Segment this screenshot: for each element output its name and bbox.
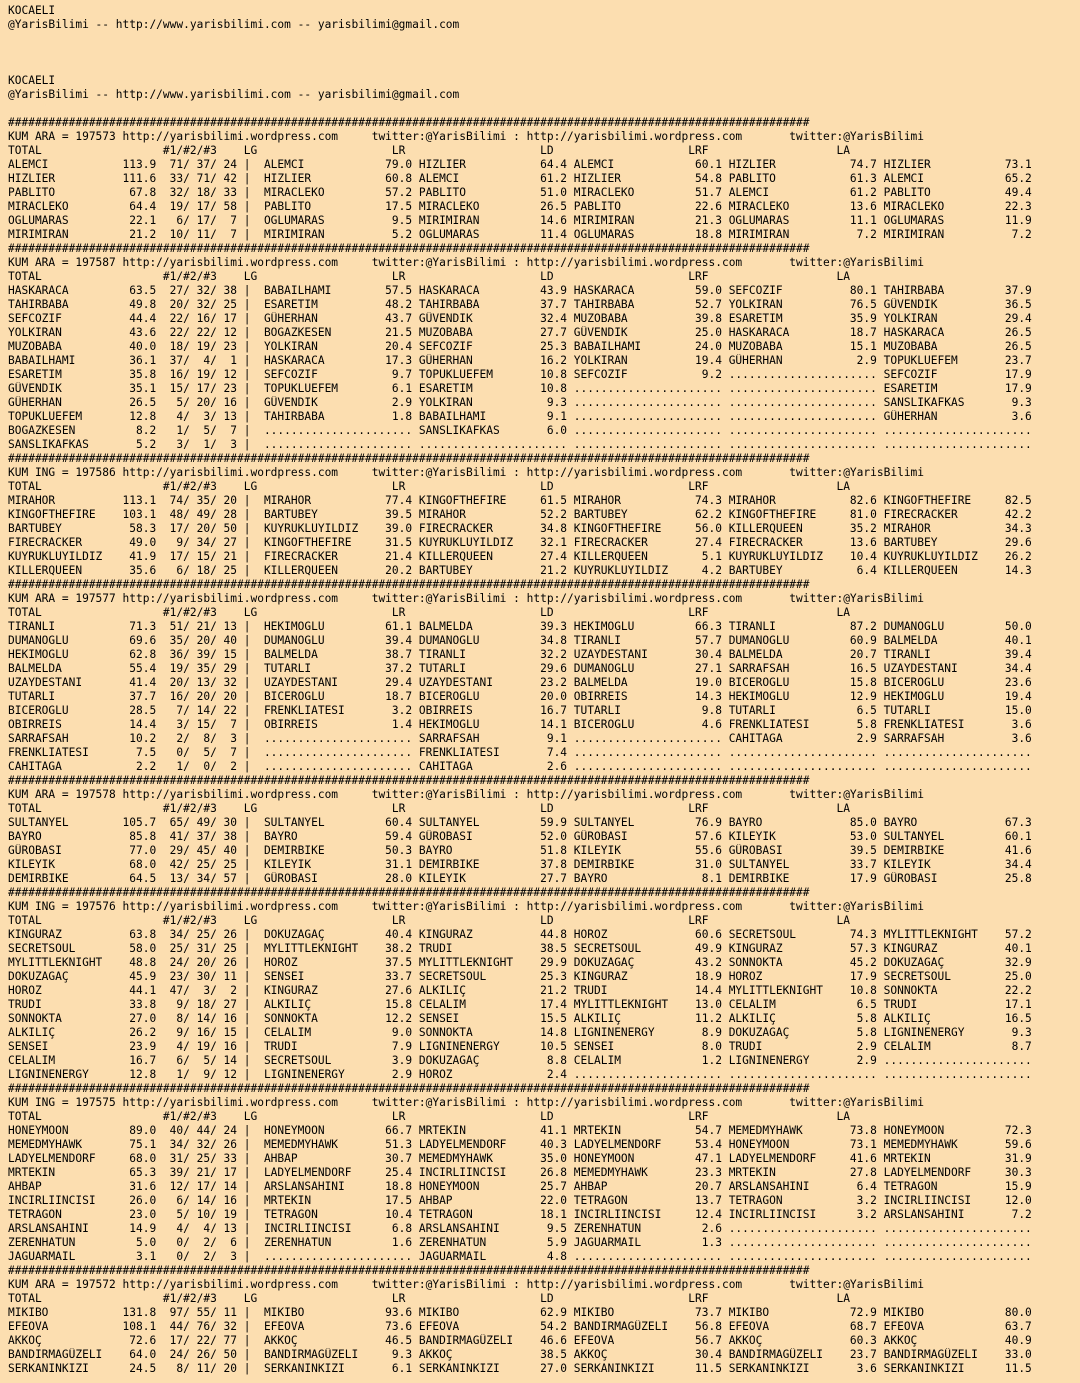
- horse-row: HIZLIER 111.6 33/ 71/ 42 | HIZLIER 60.8 ALEMCI 61.2 HIZLIER 54.8 PABLITO 61.3 ALEMCI 65.2: [8, 172, 1032, 185]
- horse-row: CELALIM 16.7 6/ 5/ 14 | SECRETSOUL 3.9 DOKUZAGAÇ 8.8 CELALIM 1.2 LIGNINENERGY 2.9 ......................: [8, 1054, 1032, 1067]
- column-header-line: TOTAL #1/#2/#3 LG LR LD LRF LA: [8, 1110, 850, 1123]
- section-separator: #######################################################################################################################: [8, 1264, 810, 1277]
- horse-row: SERKANINKIZI 24.5 8/ 11/ 20 | SERKANINKIZI 6.1 SERKANINKIZI 27.0 SERKANINKIZI 11.5 SERKANINKIZI 3.6 SERKANINKIZI 11.5: [8, 1362, 1032, 1375]
- horse-row: CAHITAGA 2.2 1/ 0/ 2 | ...................... CAHITAGA 2.6 ...................... ...................... ......................: [8, 760, 1032, 773]
- horse-row: TETRAGON 23.0 5/ 10/ 19 | TETRAGON 10.4 TETRAGON 18.1 INCIRLIINCISI 12.4 INCIRLIINCISI 3.2 ARSLANSAHINI 7.2: [8, 1208, 1032, 1221]
- horse-row: ZERENHATUN 5.0 0/ 2/ 6 | ZERENHATUN 1.6 ZERENHATUN 5.9 JAGUARMAIL 1.3 ...................... ......................: [8, 1236, 1032, 1249]
- horse-row: EFEOVA 108.1 44/ 76/ 32 | EFEOVA 73.6 EFEOVA 54.2 BANDIRMAGÜZELI 56.8 EFEOVA 68.7 EFEOVA 63.7: [8, 1320, 1032, 1333]
- blank-line: [8, 32, 1080, 46]
- horse-row: BANDIRMAGÜZELI 64.0 24/ 26/ 50 | BANDIRMAGÜZELI 9.3 AKKOÇ 38.5 AKKOÇ 30.4 BANDIRMAGÜZELI 23.7 BANDIRMAGÜZELI 33.0: [8, 1348, 1032, 1361]
- horse-row: KINGOFTHEFIRE 103.1 48/ 49/ 28 | BARTUBEY 39.5 MIRAHOR 52.2 BARTUBEY 62.2 KINGOFTHEFIRE 81.0 FIRECRACKER 42.2: [8, 508, 1032, 521]
- horse-row: HONEYMOON 89.0 40/ 44/ 24 | HONEYMOON 66.7 MRTEKIN 41.1 MRTEKIN 54.7 MEMEDMYHAWK 73.8 HONEYMOON 72.3: [8, 1124, 1032, 1137]
- horse-row: SULTANYEL 105.7 65/ 49/ 30 | SULTANYEL 60.4 SULTANYEL 59.9 SULTANYEL 76.9 BAYRO 85.0 BAYRO 67.3: [8, 816, 1032, 829]
- section-separator: #######################################################################################################################: [8, 886, 810, 899]
- horse-row: DOKUZAGAÇ 45.9 23/ 30/ 11 | SENSEI 33.7 SECRETSOUL 25.3 KINGURAZ 18.9 HOROZ 17.9 SECRETSOUL 25.0: [8, 970, 1032, 983]
- horse-row: ALEMCI 113.9 71/ 37/ 24 | ALEMCI 79.0 HIZLIER 64.4 ALEMCI 60.1 HIZLIER 74.7 HIZLIER 73.1: [8, 158, 1032, 171]
- venue-title: KOCAELI: [8, 74, 56, 87]
- horse-row: HEKIMOGLU 62.8 36/ 39/ 15 | BALMELDA 38.7 TIRANLI 32.2 UZAYDESTANI 30.4 BALMELDA 20.7 TIRANLI 39.4: [8, 648, 1032, 661]
- horse-row: GÜHERHAN 26.5 5/ 20/ 16 | GÜVENDIK 2.9 YOLKIRAN 9.3 ...................... ...................... SANSLIKAFKAS 9.3: [8, 396, 1032, 409]
- horse-row: DUMANOGLU 69.6 35/ 20/ 40 | DUMANOGLU 39.4 DUMANOGLU 34.8 TIRANLI 57.7 DUMANOGLU 60.9 BALMELDA 40.1: [8, 634, 1032, 647]
- horse-row: PABLITO 67.8 32/ 18/ 33 | MIRACLEKO 57.2 PABLITO 51.0 MIRACLEKO 51.7 ALEMCI 61.2 PABLITO 49.4: [8, 186, 1032, 199]
- horse-row: MUZOBABA 40.0 18/ 19/ 23 | YOLKIRAN 20.4 SEFCOZIF 25.3 BABAILHAMI 24.0 MUZOBABA 15.1 MUZOBABA 26.5: [8, 340, 1032, 353]
- section-separator: #######################################################################################################################: [8, 774, 810, 787]
- race-header-line: KUM ARA = 197573 http://yarisbilimi.wordpress.com twitter:@YarisBilimi : http://yarisbilimi.wordpress.com twitter:@YarisBilimi: [8, 130, 925, 143]
- horse-row: MYLITTLEKNIGHT 48.8 24/ 20/ 26 | HOROZ 37.5 MYLITTLEKNIGHT 29.9 DOKUZAGAÇ 43.2 SONNOKTA 45.2 DOKUZAGAÇ 32.9: [8, 956, 1032, 969]
- horse-row: KUYRUKLUYILDIZ 41.9 17/ 15/ 21 | FIRECRACKER 21.4 KILLERQUEEN 27.4 KILLERQUEEN 5.1 KUYRUKLUYILDIZ 10.4 KUYRUKLUYILDIZ 26.2: [8, 550, 1032, 563]
- horse-row: ESARETIM 35.8 16/ 19/ 12 | SEFCOZIF 9.7 TOPUKLUEFEM 10.8 SEFCOZIF 9.2 ...................... SEFCOZIF 17.9: [8, 368, 1032, 381]
- horse-row: DEMIRBIKE 64.5 13/ 34/ 57 | GÜROBASI 28.0 KILEYIK 27.7 BAYRO 8.1 DEMIRBIKE 17.9 GÜROBASI 25.8: [8, 872, 1032, 885]
- horse-row: KILEYIK 68.0 42/ 25/ 25 | KILEYIK 31.1 DEMIRBIKE 37.8 DEMIRBIKE 31.0 SULTANYEL 33.7 KILEYIK 34.4: [8, 858, 1032, 871]
- horse-row: BARTUBEY 58.3 17/ 20/ 50 | KUYRUKLUYILDIZ 39.0 FIRECRACKER 34.8 KINGOFTHEFIRE 56.0 KILLERQUEEN 35.2 MIRAHOR 34.3: [8, 522, 1032, 535]
- horse-row: BALMELDA 55.4 19/ 35/ 29 | TUTARLI 37.2 TUTARLI 29.6 DUMANOGLU 27.1 SARRAFSAH 16.5 UZAYDESTANI 34.4: [8, 662, 1032, 675]
- horse-row: MIRAHOR 113.1 74/ 35/ 20 | MIRAHOR 77.4 KINGOFTHEFIRE 61.5 MIRAHOR 74.3 MIRAHOR 82.6 KINGOFTHEFIRE 82.5: [8, 494, 1032, 507]
- horse-row: HASKARACA 63.5 27/ 32/ 38 | BABAILHAMI 57.5 HASKARACA 43.9 HASKARACA 59.0 SEFCOZIF 80.1 TAHIRBABA 37.9: [8, 284, 1032, 297]
- race-header-line: KUM ARA = 197587 http://yarisbilimi.wordpress.com twitter:@YarisBilimi : http://yarisbilimi.wordpress.com twitter:@YarisBilimi: [8, 256, 925, 269]
- column-header-line: TOTAL #1/#2/#3 LG LR LD LRF LA: [8, 914, 850, 927]
- blank-line: [8, 46, 1080, 60]
- section-separator: #######################################################################################################################: [8, 1082, 810, 1095]
- horse-row: JAGUARMAIL 3.1 0/ 2/ 3 | ...................... JAGUARMAIL 4.8 ...................... ...................... ......................: [8, 1250, 1032, 1263]
- section-separator: #######################################################################################################################: [8, 116, 810, 129]
- horse-row: KINGURAZ 63.8 34/ 25/ 26 | DOKUZAGAÇ 40.4 KINGURAZ 44.8 HOROZ 60.6 SECRETSOUL 74.3 MYLITTLEKNIGHT 57.2: [8, 928, 1032, 941]
- column-header-line: TOTAL #1/#2/#3 LG LR LD LRF LA: [8, 480, 850, 493]
- horse-row: OBIRREIS 14.4 3/ 15/ 7 | OBIRREIS 1.4 HEKIMOGLU 14.1 BICEROGLU 4.6 FRENKLIATESI 5.8 FRENKLIATESI 3.6: [8, 718, 1032, 731]
- race-header-line: KUM ING = 197576 http://yarisbilimi.wordpress.com twitter:@YarisBilimi : http://yarisbilimi.wordpress.com twitter:@YarisBilimi: [8, 900, 925, 913]
- column-header-line: TOTAL #1/#2/#3 LG LR LD LRF LA: [8, 606, 850, 619]
- horse-row: SONNOKTA 27.0 8/ 14/ 16 | SONNOKTA 12.2 SENSEI 15.5 ALKILIÇ 11.2 ALKILIÇ 5.8 ALKILIÇ 16.5: [8, 1012, 1032, 1025]
- horse-row: FRENKLIATESI 7.5 0/ 5/ 7 | ...................... FRENKLIATESI 7.4 ...................... ...................... ......................: [8, 746, 1032, 759]
- horse-row: AKKOÇ 72.6 17/ 22/ 77 | AKKOÇ 46.5 BANDIRMAGÜZELI 46.6 EFEOVA 56.7 AKKOÇ 60.3 AKKOÇ 40.9: [8, 1334, 1032, 1347]
- column-header-line: TOTAL #1/#2/#3 LG LR LD LRF LA: [8, 802, 850, 815]
- horse-row: TOPUKLUEFEM 12.8 4/ 3/ 13 | TAHIRBABA 1.8 BABAILHAMI 9.1 ...................... ...................... GÜHERHAN 3.6: [8, 410, 1032, 423]
- horse-row: TUTARLI 37.7 16/ 20/ 20 | BICEROGLU 18.7 BICEROGLU 20.0 OBIRREIS 14.3 HEKIMOGLU 12.9 HEKIMOGLU 19.4: [8, 690, 1032, 703]
- horse-row: BOGAZKESEN 8.2 1/ 5/ 7 | ...................... SANSLIKAFKAS 6.0 ...................... ...................... ......................: [8, 424, 1032, 437]
- venue-title: KOCAELI: [8, 4, 56, 17]
- horse-row: LIGNINENERGY 12.8 1/ 9/ 12 | LIGNINENERGY 2.9 HOROZ 2.4 ...................... ...................... ......................: [8, 1068, 1032, 1081]
- horse-row: MIRACLEKO 64.4 19/ 17/ 58 | PABLITO 17.5 MIRACLEKO 26.5 PABLITO 22.6 MIRACLEKO 13.6 MIRACLEKO 22.3: [8, 200, 1032, 213]
- horse-row: BAYRO 85.8 41/ 37/ 38 | BAYRO 59.4 GÜROBASI 52.0 GÜROBASI 57.6 KILEYIK 53.0 SULTANYEL 60.1: [8, 830, 1032, 843]
- horse-row: TIRANLI 71.3 51/ 21/ 13 | HEKIMOGLU 61.1 BALMELDA 39.3 HEKIMOGLU 66.3 TIRANLI 87.2 DUMANOGLU 50.0: [8, 620, 1032, 633]
- horse-row: GÜVENDIK 35.1 15/ 17/ 23 | TOPUKLUEFEM 6.1 ESARETIM 10.8 ...................... ...................... ESARETIM 17.9: [8, 382, 1032, 395]
- horse-row: ALKILIÇ 26.2 9/ 16/ 15 | CELALIM 9.0 SONNOKTA 14.8 LIGNINENERGY 8.9 DOKUZAGAÇ 5.8 LIGNINENERGY 9.3: [8, 1026, 1032, 1039]
- horse-row: MIKIBO 131.8 97/ 55/ 11 | MIKIBO 93.6 MIKIBO 62.9 MIKIBO 73.7 MIKIBO 72.9 MIKIBO 80.0: [8, 1306, 1032, 1319]
- horse-row: SANSLIKAFKAS 5.2 3/ 1/ 3 | ...................... ...................... ...................... ...................... ......................: [8, 438, 1032, 451]
- contact-line: @YarisBilimi -- http://www.yarisbilimi.com -- yarisbilimi@gmail.com: [8, 18, 460, 31]
- race-header-line: KUM ARA = 197572 http://yarisbilimi.wordpress.com twitter:@YarisBilimi : http://yarisbilimi.wordpress.com twitter:@YarisBilimi: [8, 1278, 925, 1291]
- horse-row: INCIRLIINCISI 26.0 6/ 14/ 16 | MRTEKIN 17.5 AHBAP 22.0 TETRAGON 13.7 TETRAGON 3.2 INCIRLIINCISI 12.0: [8, 1194, 1032, 1207]
- horse-row: MRTEKIN 65.3 39/ 21/ 17 | LADYELMENDORF 25.4 INCIRLIINCISI 26.8 MEMEDMYHAWK 23.3 MRTEKIN 27.8 LADYELMENDORF 30.3: [8, 1166, 1032, 1179]
- horse-row: SEFCOZIF 44.4 22/ 16/ 17 | GÜHERHAN 43.7 GÜVENDIK 32.4 MUZOBABA 39.8 ESARETIM 35.9 YOLKIRAN 29.4: [8, 312, 1032, 325]
- section-separator: #######################################################################################################################: [8, 578, 810, 591]
- horse-row: YOLKIRAN 43.6 22/ 22/ 12 | BOGAZKESEN 21.5 MUZOBABA 27.7 GÜVENDIK 25.0 HASKARACA 18.7 HASKARACA 26.5: [8, 326, 1032, 339]
- horse-row: MIRIMIRAN 21.2 10/ 11/ 7 | MIRIMIRAN 5.2 OGLUMARAS 11.4 OGLUMARAS 18.8 MIRIMIRAN 7.2 MIRIMIRAN 7.2: [8, 228, 1032, 241]
- horse-row: SARRAFSAH 10.2 2/ 8/ 3 | ...................... SARRAFSAH 9.1 ...................... CAHITAGA 2.9 SARRAFSAH 3.6: [8, 732, 1032, 745]
- horse-row: LADYELMENDORF 68.0 31/ 25/ 33 | AHBAP 30.7 MEMEDMYHAWK 35.0 HONEYMOON 47.1 LADYELMENDORF 41.6 MRTEKIN 31.9: [8, 1152, 1032, 1165]
- horse-row: BABAILHAMI 36.1 37/ 4/ 1 | HASKARACA 17.3 GÜHERHAN 16.2 YOLKIRAN 19.4 GÜHERHAN 2.9 TOPUKLUEFEM 23.7: [8, 354, 1032, 367]
- horse-row: TRUDI 33.8 9/ 18/ 27 | ALKILIÇ 15.8 CELALIM 17.4 MYLITTLEKNIGHT 13.0 CELALIM 6.5 TRUDI 17.1: [8, 998, 1032, 1011]
- contact-line: @YarisBilimi -- http://www.yarisbilimi.com -- yarisbilimi@gmail.com: [8, 88, 460, 101]
- horse-row: KILLERQUEEN 35.6 6/ 18/ 25 | KILLERQUEEN 20.2 BARTUBEY 21.2 KUYRUKLUYILDIZ 4.2 BARTUBEY 6.4 KILLERQUEEN 14.3: [8, 564, 1032, 577]
- horse-row: TAHIRBABA 49.8 20/ 32/ 25 | ESARETIM 48.2 TAHIRBABA 37.7 TAHIRBABA 52.7 YOLKIRAN 76.5 GÜVENDIK 36.5: [8, 298, 1032, 311]
- horse-row: GÜROBASI 77.0 29/ 45/ 40 | DEMIRBIKE 50.3 BAYRO 51.8 KILEYIK 55.6 GÜROBASI 39.5 DEMIRBIKE 41.6: [8, 844, 1032, 857]
- horse-row: ARSLANSAHINI 14.9 4/ 4/ 13 | INCIRLIINCISI 6.8 ARSLANSAHINI 9.5 ZERENHATUN 2.6 ...................... ......................: [8, 1222, 1032, 1235]
- race-header-line: KUM ARA = 197577 http://yarisbilimi.wordpress.com twitter:@YarisBilimi : http://yarisbilimi.wordpress.com twitter:@YarisBilimi: [8, 592, 925, 605]
- horse-row: UZAYDESTANI 41.4 20/ 13/ 32 | UZAYDESTANI 29.4 UZAYDESTANI 23.2 BALMELDA 19.0 BICEROGLU 15.8 BICEROGLU 23.6: [8, 676, 1032, 689]
- race-header-line: KUM ING = 197586 http://yarisbilimi.wordpress.com twitter:@YarisBilimi : http://yarisbilimi.wordpress.com twitter:@YarisBilimi: [8, 466, 925, 479]
- horse-row: FIRECRACKER 49.0 9/ 34/ 27 | KINGOFTHEFIRE 31.5 KUYRUKLUYILDIZ 32.1 FIRECRACKER 27.4 FIRECRACKER 13.6 BARTUBEY 29.6: [8, 536, 1032, 549]
- horse-row: BICEROGLU 28.5 7/ 14/ 22 | FRENKLIATESI 3.2 OBIRREIS 16.7 TUTARLI 9.8 TUTARLI 6.5 TUTARLI 15.0: [8, 704, 1032, 717]
- horse-row: OGLUMARAS 22.1 6/ 17/ 7 | OGLUMARAS 9.5 MIRIMIRAN 14.6 MIRIMIRAN 21.3 OGLUMARAS 11.1 OGLUMARAS 11.9: [8, 214, 1032, 227]
- horse-row: HOROZ 44.1 47/ 3/ 2 | KINGURAZ 27.6 ALKILIÇ 21.2 TRUDI 14.4 MYLITTLEKNIGHT 10.8 SONNOKTA 22.2: [8, 984, 1032, 997]
- column-header-line: TOTAL #1/#2/#3 LG LR LD LRF LA: [8, 1292, 850, 1305]
- horse-row: MEMEDMYHAWK 75.1 34/ 32/ 26 | MEMEDMYHAWK 51.3 LADYELMENDORF 40.3 LADYELMENDORF 53.4 HONEYMOON 73.1 MEMEDMYHAWK 59.6: [8, 1138, 1032, 1151]
- section-separator: #######################################################################################################################: [8, 452, 810, 465]
- race-header-line: KUM ARA = 197578 http://yarisbilimi.wordpress.com twitter:@YarisBilimi : http://yarisbilimi.wordpress.com twitter:@YarisBilimi: [8, 788, 925, 801]
- column-header-line: TOTAL #1/#2/#3 LG LR LD LRF LA: [8, 144, 850, 157]
- horse-row: SECRETSOUL 58.0 25/ 31/ 25 | MYLITTLEKNIGHT 38.2 TRUDI 38.5 SECRETSOUL 49.9 KINGURAZ 57.3 KINGURAZ 40.1: [8, 942, 1032, 955]
- section-separator: #######################################################################################################################: [8, 242, 810, 255]
- race-header-line: KUM ING = 197575 http://yarisbilimi.wordpress.com twitter:@YarisBilimi : http://yarisbilimi.wordpress.com twitter:@YarisBilimi: [8, 1096, 925, 1109]
- column-header-line: TOTAL #1/#2/#3 LG LR LD LRF LA: [8, 270, 850, 283]
- blank-line: [8, 102, 1080, 116]
- horse-row: SENSEI 23.9 4/ 19/ 16 | TRUDI 7.9 LIGNINENERGY 10.5 SENSEI 8.0 TRUDI 2.9 CELALIM 8.7: [8, 1040, 1032, 1053]
- blank-line: [8, 60, 1080, 74]
- horse-row: AHBAP 31.6 12/ 17/ 14 | ARSLANSAHINI 18.8 HONEYMOON 25.7 AHBAP 20.7 ARSLANSAHINI 6.4 TETRAGON 15.9: [8, 1180, 1032, 1193]
